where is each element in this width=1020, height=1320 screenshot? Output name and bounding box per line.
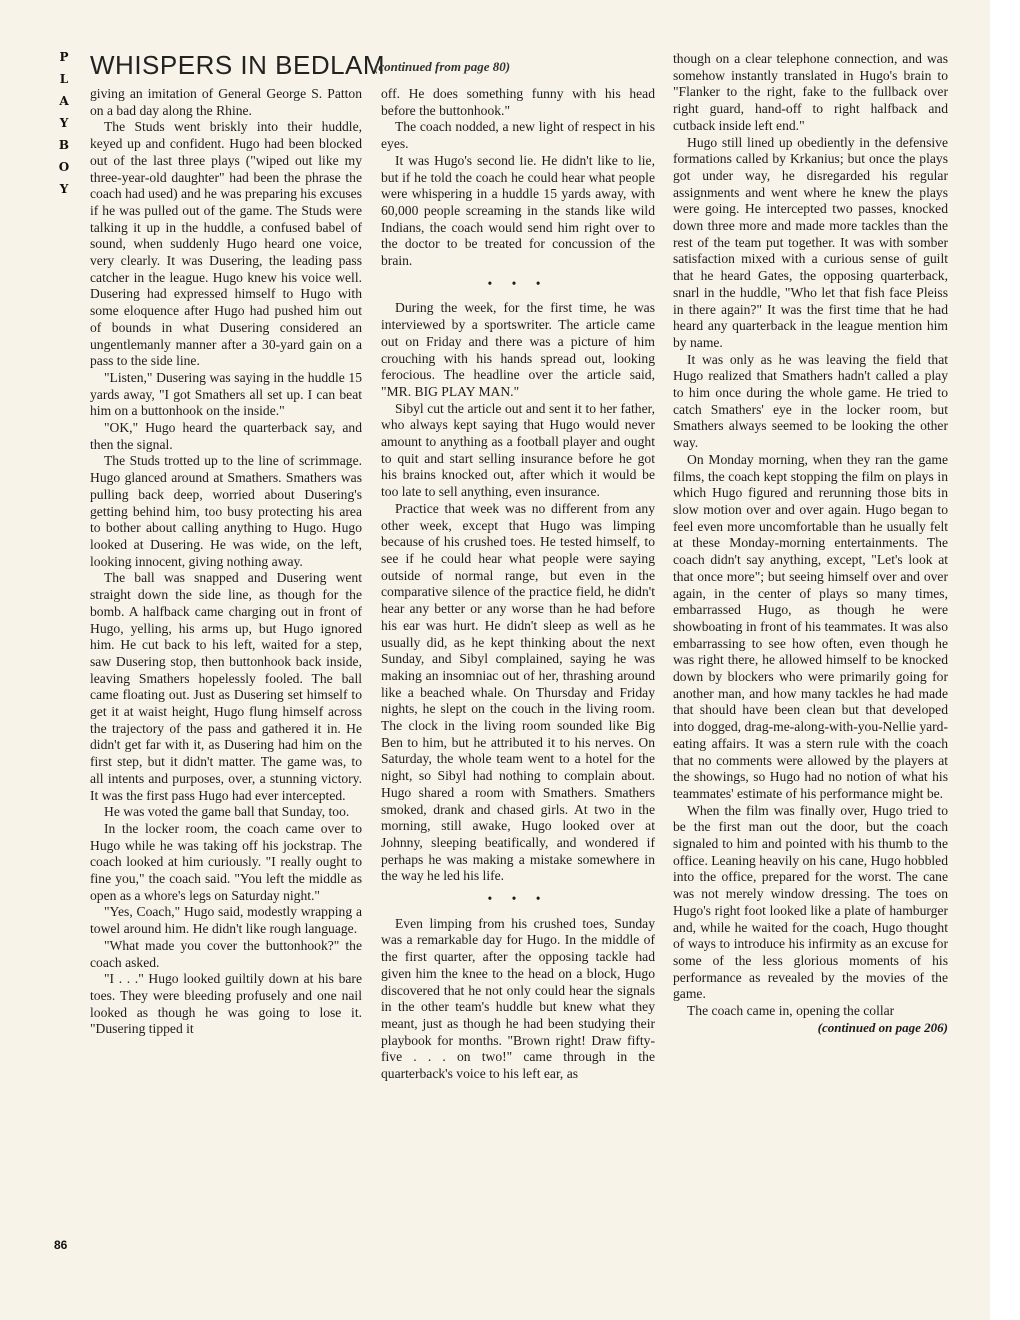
continued-on-note: (continued on page 206) (817, 1019, 948, 1035)
body-paragraph: It was Hugo's second lie. He didn't like to lie, but if he told the coach he could hear what people were whispering in a huddle 15 yards away, with 60,000 people screaming in the stands like wild Indians, the coach would send him right over to the doctor to be treated for concussion of the brain. (381, 152, 655, 269)
body-paragraph: The Studs trotted up to the line of scrimmage. Hugo glanced around at Smathers. Smathers was pulling back deep, worried about Dusering's getting behind him, too busy protecting his area to bother about calling anything to Hugo. Hugo looked at Dusering. He was wide, on the left, looking innocent, giving nothing away. (90, 453, 362, 569)
side-label-letter: O (58, 160, 70, 174)
body-paragraph: "Listen," Dusering was saying in the huddle 15 yards away, "I got Smathers all set up. I can beat him on a buttonhook on the inside." (90, 369, 362, 419)
side-label-letter: B (58, 138, 70, 152)
body-paragraph: During the week, for the first time, he was interviewed by a sportswriter. The article came out on Friday and there was a picture of him crouching with his hands spread out, looking ferocious. The headline over the article said, "MR. BIG PLAY MAN." (381, 300, 655, 399)
section-break: • • • (487, 275, 549, 291)
text-column-1 (90, 86, 362, 1038)
body-paragraph: On Monday morning, when they ran the game films, the coach kept stopping the film on plays in which Hugo figured and rerunning those bits in slow motion over and over again. Hugo began to feel even more uncomfortable than he usually felt at these Monday-morning entertainments. The coach didn't say anything, except, "Let's look at that once more"; but seeing himself over and over again, in the center of plays so many times, embarrassed Hugo, as though he were showboating in front of his teammates. It was also embarrassing to see how often, even though he was right there, he allowed himself to be knocked down by blockers who were primarily going for another man, and how many tackles he had made that should have been clean but that developed into dogged, drag-me-along-with-you-Nellie yard-eating affairs. It was a stern rule with the coach that no comments were allowed by the players at the showings, so Hugo had no notion of what his teammates' estimate of his performance might be. (673, 451, 948, 801)
text-column-2 (381, 86, 655, 1083)
body-paragraph: Practice that week was no different from any other week, except that Hugo was limping because of his crushed toes. He tested himself, to see if he could hear what people were saying outside of normal range, but even in the comparative silence of the practice field, he didn't hear any better or any worse than he had before his ear was hurt. He didn't sleep as well as he usually did, as he kept thinking about the next Sunday, and Sibyl complained, saying he was making an insomniac out of her, thrashing around like a beached whale. On Thursday and Friday nights, he slept on the couch in the living room. The clock in the living room sounded like Big Ben to him, but he attributed it to his nerves. On Saturday, the whole team went to a hotel for the night, so Sibyl had nothing to complain about. Hugo shared a room with Smathers. Smathers smoked, drank and chased girls. At two in the morning, still awake, Hugo looked over at Johnny, sleeping beatifically, and wondered if perhaps he was making a mistake somewhere in the way he led his life. (381, 500, 655, 884)
body-paragraph: When the film was finally over, Hugo tried to be the first man out the door, but the coach signaled to him and pointed with his thumb to the office. Leaning heavily on his cane, Hugo hobbled into the office, prepared for the worst. The cane was not merely window dressing. The toes on Hugo's right foot looked like a plate of hamburger and, while he waited for the coach, Hugo thought of ways to introduce his infirmity as an excuse for some of the less glorious moments of his performance as revealed by the movies of the game. (673, 802, 948, 1002)
continued-from-note: (continued from page 80) (374, 59, 511, 74)
body-paragraph: "I . . ." Hugo looked guiltily down at his bare toes. They were bleeding profusely and one nail looked as though he was going to lose it. "Dusering tipped it (90, 971, 362, 1037)
body-paragraph: The ball was snapped and Dusering went straight down the side line, as though for the bomb. A halfback came charging out in front of Hugo, yelling, his arms up, but Hugo ignored him. He cut back to his left, waited for a step, saw Dusering stop, then buttonhook back inside, leaving Smathers hopelessly fooled. The ball came floating out. Just as Dusering set himself to get it at waist height, Hugo flung himself across the trajectory of the pass and gathered it in. He didn't get far with it, as Dusering had him on the first step, but it didn't matter. The game was, to all intents and purposes, over, a stunning victory. It was the first pass Hugo had ever intercepted. (90, 570, 362, 803)
body-paragraph: though on a clear telephone connection, and was somehow instantly translated in Hugo's brain to "Flanker to the right, fake to the fullback over right guard, hand-off to right halfback and cutback inside left end." (673, 51, 948, 133)
magazine-side-label (57, 46, 71, 200)
side-label-letter: A (59, 94, 69, 108)
body-paragraph: The Studs went briskly into their huddle, keyed up and confident. Hugo had been blocked out of the last three plays ("wiped out like my three-year-old daughter" had been the phrase the coach had used) and he was preparing his excuses if he was pulled out of the game. The Studs were talking it up in the huddle, a confused babel of sound, when suddenly Hugo heard one voice, very clearly. It was Dusering, the leading pass catcher in the league. Hugo knew his voice well. Dusering had expressed himself to Hugo with some eloquence after Hugo had pushed him out of bounds in what Dusering considered an ungentlemanly manner after a 30-yard gain on a pass to the side line. (90, 119, 362, 369)
body-paragraph: Hugo still lined up obediently in the defensive formations called by Krkanius; but once the plays got under way, he disregarded his regular assignments and went where he knew the plays were going. He intercepted two passes, knocked down three more and made more tackles than the rest of the team put together. It was with somber satisfaction mixed with a curious sense of guilt that he heard Gates, the opposing quarterback, snarl in the huddle, "Who let that fish face Pleiss in there again?" It was the first time that he had heard any quarterback in the league mention him by name. (673, 134, 948, 350)
body-paragraph: giving an imitation of General George S. Patton on a bad day along the Rhine. (90, 86, 362, 118)
side-label-letter: Y (59, 182, 69, 196)
text-column-3 (673, 51, 948, 1036)
article-title: WHISPERS IN BEDLAM (90, 50, 386, 80)
body-paragraph: "What made you cover the buttonhook?" the coach asked. (90, 937, 362, 970)
body-paragraph: The coach came in, opening the collar (687, 1003, 895, 1019)
side-label-letter: Y (59, 116, 69, 130)
body-paragraph: "Yes, Coach," Hugo said, modestly wrapping a towel around him. He didn't like rough language. (90, 904, 362, 937)
page-number: 86 (54, 1238, 68, 1252)
side-label-letter: P (59, 50, 69, 64)
body-paragraph: Sibyl cut the article out and sent it to her father, who always kept saying that Hugo would never amount to anything as a football player and ought to quit and start selling insurance before he got his brains knocked out, after which it would be too late to sell anything, even insurance. (381, 400, 655, 500)
body-paragraph: It was only as he was leaving the field that Hugo realized that Smathers hadn't called a play to him once during the whole game. He tried to catch Smathers' eye in the locker room, but Smathers always seemed to be looking the other way. (673, 351, 948, 451)
body-paragraph: off. He does something funny with his head before the buttonhook." (381, 86, 655, 118)
body-paragraph: Even limping from his crushed toes, Sunday was a remarkable day for Hugo. In the middle of the first quarter, after the opposing tackle had given him the knee to the head on a block, Hugo discovered that he not only could hear the signals in the other team's huddle but knew what they meant, just as though he had been studying their playbook for months. "Brown right! Draw fifty-five . . . on two!" came through in the quarterback's voice to his left ear, as (381, 915, 655, 1082)
side-label-letter: L (59, 72, 69, 86)
body-paragraph: "OK," Hugo heard the quarterback say, and then the signal. (90, 420, 362, 452)
body-paragraph: In the locker room, the coach came over to Hugo while he was taking off his jockstrap. The coach looked at him curiously. "I really ought to fine you," the coach said. "You left the middle as open as a whore's legs on Saturday night." (90, 820, 362, 903)
body-paragraph: The coach nodded, a new light of respect in his eyes. (381, 119, 655, 152)
body-paragraph: He was voted the game ball that Sunday, too. (104, 804, 350, 820)
section-break: • • • (487, 891, 549, 907)
